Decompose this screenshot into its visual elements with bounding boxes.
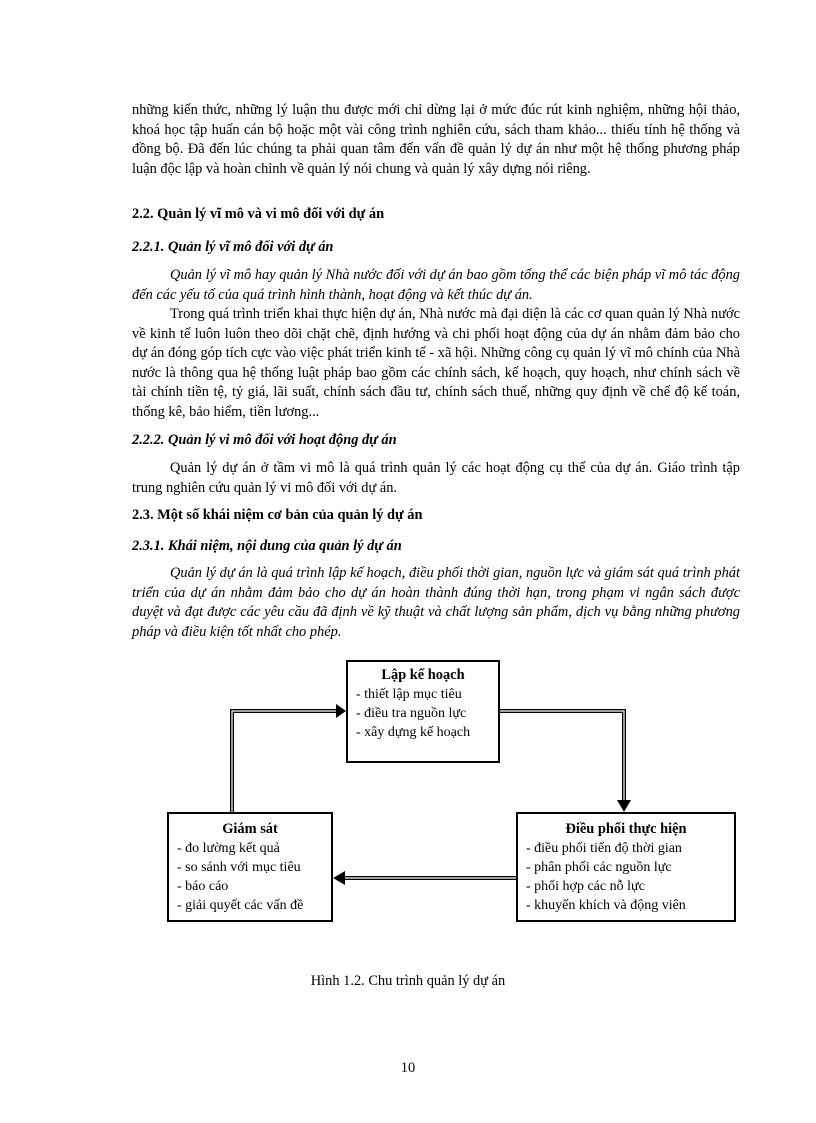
coordination-items [526,839,726,915]
subsection-heading-2-2-1 [132,239,740,256]
list-item: - đo lường kết quả [177,841,280,856]
list-item: - khuyến khích và động viên [526,898,686,913]
monitoring-title: Giám sát [222,821,278,837]
arrow-monitoring-to-planning [232,704,346,812]
list-item: - phân phối các nguồn lực [526,860,672,875]
list-item: - xây dựng kế hoạch [356,725,471,740]
definition-paragraph [132,564,740,642]
heading-text: 2.2. Quản lý vĩ mô và vi mô đối với dự án [132,206,385,222]
list-item: - điều tra nguồn lực [356,706,467,721]
page-number: 10 [400,1060,416,1076]
arrow-planning-to-coordination [500,711,631,812]
list-item: - phối hợp các nỗ lực [526,879,645,894]
intro-paragraph [132,101,740,179]
section-heading-2-3 [132,507,740,524]
list-item: - giải quyết các vấn đề [177,898,304,913]
planning-items [356,685,490,742]
subsection-heading-2-3-1 [132,538,740,555]
macro-definition-paragraph [132,266,740,305]
list-item: - báo cáo [177,879,229,894]
arrow-coordination-to-monitoring [333,871,516,885]
heading-text: 2.2.1. Quản lý vĩ mô đối với dự án [132,239,334,255]
monitoring-items [177,839,323,915]
section-heading-2-2 [132,206,740,223]
paragraph-text: những kiến thức, những lý luận thu được mới chỉ dừng lại ở mức đúc rút kinh nghiệm, những hội thảo, khoá học tập huấn cán bộ hoặc một vài công trình nghiên cứu, sách tham khảo... thiếu tính hệ thống và đồng bộ. Đã đến lúc chúng ta phải quan tâm đến vấn đề quản lý dự án như một hệ thống phương pháp luận độc lập và hoàn chỉnh về quản lý nói chung và quản lý xây dựng nói riêng. [132,102,740,177]
macro-body-paragraph [132,305,740,422]
coordination-box [516,812,736,922]
coordination-title: Điều phối thực hiện [565,821,687,837]
monitoring-box [167,812,333,922]
heading-text: 2.2.2. Quản lý vi mô đối với hoạt động dự án [132,432,397,448]
list-item: - so sánh với mục tiêu [177,860,301,875]
paragraph-text: Quản lý dự án là quá trình lập kế hoạch, điều phối thời gian, nguồn lực và giám sát quá trình phát triển của dự án nhằm đảm bảo cho dự án hoàn thành đúng thời hạn, trong phạm vi ngân sách được duyệt và đạt được các yêu cầu đã định về kỹ thuật và chất lượng sản phẩm, dịch vụ bằng những phương pháp và điều kiện tốt nhất cho phép. [132,565,740,640]
list-item: - điều phối tiến độ thời gian [526,841,682,856]
micro-paragraph [132,459,740,498]
heading-text: 2.3. Một số khái niệm cơ bản của quản lý dự án [132,507,423,523]
paragraph-text: Quản lý dự án ở tầm vi mô là quá trình quản lý các hoạt động cụ thể của dự án. Giáo trình tập trung nghiên cứu quản lý vi mô đối với dự án. [132,460,740,496]
subsection-heading-2-2-2 [132,432,740,449]
planning-title: Lập kế hoạch [381,667,465,683]
paragraph-text: Trong quá trình triển khai thực hiện dự án, Nhà nước mà đại diện là các cơ quan quản lý Nhà nước về kinh tế luôn luôn theo dõi chặt chẽ, định hướng và chi phối hoạt động của dự án nhằm đảm bảo cho dự án đóng góp tích cực vào việc phát triển kinh tế - xã hội. Những công cụ quản lý vĩ mô chính của Nhà nước là thông qua hệ thống luật pháp bao gồm các chính sách, kế hoạch, quy hoạch, như chính sách về tài chính tiền tệ, tỷ giá, lãi suất, chính sách đầu tư, chính sách thuế, những quy định về chế độ kế toán, thống kê, bảo hiểm, tiền lương... [132,306,740,420]
list-item: - thiết lập mục tiêu [356,687,462,702]
planning-box [346,660,500,763]
paragraph-text: Quản lý vĩ mô hay quản lý Nhà nước đối với dự án bao gồm tổng thể các biện pháp vĩ mô tác động đến các yếu tố của quá trình hình thành, hoạt động và kết thúc dự án. [132,267,740,303]
figure-caption: Hình 1.2. Chu trình quản lý dự án [310,973,506,989]
heading-text: 2.3.1. Khái niệm, nội dung của quản lý dự án [132,538,402,554]
